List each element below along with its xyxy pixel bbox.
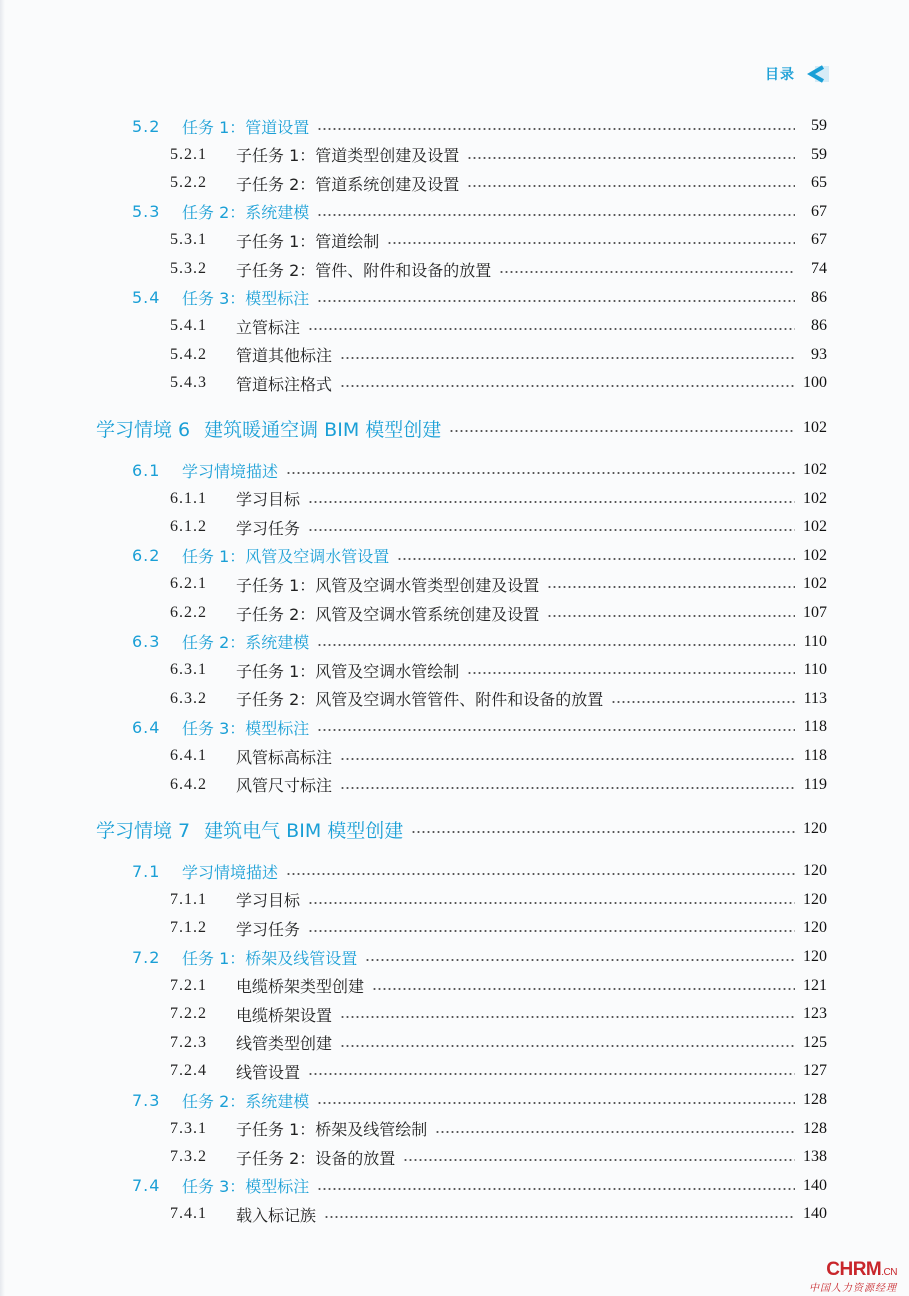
toc-number: 5.4.3 (170, 374, 207, 392)
toc-page-number: 123 (803, 1005, 827, 1023)
toc-page-number: 110 (803, 632, 827, 650)
toc-number: 5.2.1 (170, 145, 207, 163)
toc-subsection-entry[interactable] (0, 485, 827, 513)
toc-number: 6.1 (132, 460, 161, 480)
toc-subsection-entry[interactable] (0, 312, 827, 340)
dot-leader (365, 959, 795, 961)
toc-page-number: 140 (803, 1176, 827, 1194)
dot-leader (435, 1131, 795, 1133)
watermark-logo-text: CHRM (826, 1259, 882, 1280)
dot-leader (286, 472, 795, 474)
toc-label: 学习任务 (236, 919, 301, 939)
toc-label: 子任务 2：管道系统创建及设置 (236, 174, 460, 194)
toc-label: 子任务 1：管道绘制 (236, 231, 380, 251)
dot-leader (397, 558, 795, 560)
toc-number: 6.3.2 (170, 689, 207, 707)
watermark-domain: .CN (881, 1267, 897, 1278)
toc-page-number: 102 (803, 518, 827, 536)
toc-section-entry[interactable] (0, 284, 827, 312)
dot-leader (547, 615, 795, 617)
toc-page-number: 120 (803, 820, 827, 838)
toc-number: 6.2.1 (170, 575, 207, 593)
toc-label: 任务 1：管道设置 (182, 117, 310, 137)
toc-label: 学习目标 (236, 490, 301, 510)
toc-number: 6.3.1 (170, 661, 207, 679)
toc-label: 风管尺寸标注 (236, 776, 333, 796)
toc-subsection-entry[interactable] (0, 513, 827, 541)
dot-leader (340, 385, 795, 387)
toc-number: 5.3.2 (170, 260, 207, 277)
toc-subsection-entry[interactable] (0, 742, 827, 770)
toc-label: 学习情境描述 (182, 862, 279, 882)
toc-page-number: 102 (803, 461, 827, 478)
toc-number: 7.1 (132, 861, 161, 881)
toc-page-number: 118 (803, 747, 827, 764)
dot-leader (411, 831, 795, 833)
toc-label: 任务 2：系统建模 (182, 203, 310, 223)
dot-leader (467, 157, 795, 159)
toc-label: 线管设置 (236, 1062, 301, 1082)
toc-page-number: 93 (811, 345, 827, 363)
toc-label: 建筑暖通空调 BIM 模型创建 (204, 418, 442, 441)
toc-page-number: 113 (803, 689, 827, 707)
toc-number: 6.1.2 (170, 518, 207, 536)
toc-page-number: 59 (811, 117, 827, 134)
dot-leader (317, 300, 795, 302)
toc-label: 任务 3：模型标注 (182, 718, 310, 738)
toc-number: 7.2.3 (170, 1033, 207, 1051)
toc-number: 学习情境 7 (96, 819, 191, 842)
dot-leader (467, 672, 795, 674)
toc-number: 7.2.2 (170, 1005, 207, 1023)
toc-page-number: 125 (803, 1033, 827, 1051)
toc-subsection-entry[interactable] (0, 369, 827, 397)
toc-page-number: 86 (811, 317, 827, 335)
toc-section-entry[interactable] (0, 456, 827, 484)
toc-page-number: 102 (803, 546, 827, 564)
toc-number: 学习情境 6 (96, 418, 191, 441)
dot-leader (403, 1159, 795, 1161)
toc-subsection-entry[interactable] (0, 972, 827, 1000)
toc-label: 子任务 2：管件、附件和设备的放置 (236, 260, 492, 280)
toc-label: 子任务 1：管道类型创建及设置 (236, 146, 460, 166)
toc-page-number: 74 (811, 260, 827, 277)
toc-label: 学习目标 (236, 891, 301, 911)
toc-page-number: 102 (803, 575, 827, 593)
dot-leader (340, 758, 795, 760)
toc-page-number: 120 (803, 890, 827, 908)
toc-subsection-entry[interactable] (0, 255, 827, 283)
toc-section-entry[interactable] (0, 542, 827, 570)
toc-label: 建筑电气 BIM 模型创建 (204, 819, 404, 842)
toc-number: 6.2 (132, 546, 161, 566)
toc-subsection-entry[interactable] (0, 1057, 827, 1085)
toc-page-number: 128 (803, 1091, 827, 1108)
toc-subsection-entry[interactable] (0, 1115, 827, 1143)
toc-page-number: 120 (803, 862, 827, 880)
toc-label: 线管类型创建 (236, 1034, 333, 1054)
toc-subsection-entry[interactable] (0, 1029, 827, 1057)
toc-label: 子任务 1：风管及空调水管绘制 (236, 661, 460, 681)
toc-number: 7.2.1 (170, 976, 207, 994)
toc-number: 6.4.1 (170, 747, 207, 764)
dot-leader (308, 328, 795, 330)
toc-label: 子任务 2：风管及空调水管系统创建及设置 (236, 604, 540, 624)
toc-page-number: 67 (811, 231, 827, 249)
toc-label: 子任务 1：风管及空调水管类型创建及设置 (236, 575, 540, 595)
toc-number: 7.3.1 (170, 1119, 207, 1137)
toc-subsection-entry[interactable] (0, 570, 827, 598)
toc-label: 子任务 1：桥架及线管绘制 (236, 1120, 428, 1140)
toc-subsection-entry[interactable] (0, 656, 827, 684)
toc-number: 5.2 (132, 116, 161, 136)
dot-leader (317, 128, 795, 130)
toc-page-number: 65 (811, 174, 827, 192)
dot-leader (308, 501, 795, 503)
toc-number: 5.4.2 (170, 345, 207, 363)
toc-page-number: 102 (803, 489, 827, 507)
toc-page-number: 59 (811, 145, 827, 163)
dot-leader (308, 902, 795, 904)
toc-section-entry[interactable] (0, 713, 827, 741)
dot-leader (317, 214, 795, 216)
toc-page-number: 119 (803, 775, 827, 793)
toc-subsection-entry[interactable] (0, 1000, 827, 1028)
toc-label: 电缆桥架设置 (236, 1005, 333, 1025)
toc-label: 学习任务 (236, 518, 301, 538)
toc-label: 任务 2：系统建模 (182, 633, 310, 653)
toc-label: 任务 1：风管及空调水管设置 (182, 547, 390, 567)
toc-label: 管道标注格式 (236, 374, 333, 394)
toc-number: 7.4.1 (170, 1205, 207, 1223)
dot-leader (308, 1073, 795, 1075)
toc-number: 7.3 (132, 1090, 161, 1110)
dot-leader (340, 357, 795, 359)
toc-section-entry[interactable] (0, 1086, 827, 1114)
toc-number: 5.4 (132, 288, 161, 308)
toc-number: 7.2.4 (170, 1062, 207, 1080)
toc-subsection-entry[interactable] (0, 341, 827, 369)
dot-leader (611, 701, 795, 703)
toc-page-number: 120 (803, 919, 827, 937)
toc-label: 子任务 2：设备的放置 (236, 1148, 396, 1168)
dot-leader (340, 1016, 795, 1018)
toc-number: 7.1.1 (170, 890, 207, 908)
dot-leader (317, 1102, 795, 1104)
dot-leader (317, 644, 795, 646)
watermark-logo (797, 1259, 897, 1294)
dot-leader (387, 242, 795, 244)
toc-subsection-entry[interactable] (0, 914, 827, 942)
dot-leader (308, 930, 795, 932)
dot-leader (308, 529, 795, 531)
dot-leader (286, 873, 795, 875)
chevron-left-icon (803, 64, 829, 84)
toc-page-number: 128 (803, 1119, 827, 1137)
toc-number: 6.3 (132, 632, 161, 652)
dot-leader (449, 430, 795, 432)
toc-section-entry[interactable] (0, 198, 827, 226)
toc-number: 6.2.2 (170, 604, 207, 621)
toc-page-number: 110 (803, 661, 827, 679)
toc-label: 任务 3：模型标注 (182, 1177, 310, 1197)
toc-number: 6.4 (132, 717, 161, 737)
toc-number: 7.1.2 (170, 919, 207, 937)
dot-leader (547, 586, 795, 588)
toc-number: 5.3.1 (170, 231, 207, 249)
dot-leader (372, 988, 795, 990)
toc-number: 5.3 (132, 202, 161, 222)
toc-number: 5.4.1 (170, 317, 207, 335)
toc-number: 6.4.2 (170, 775, 207, 793)
toc-section-entry[interactable] (0, 1172, 827, 1200)
toc-number: 7.3.2 (170, 1148, 207, 1166)
toc-page-number: 138 (803, 1148, 827, 1166)
toc-label: 管道其他标注 (236, 346, 333, 366)
toc-label: 立管标注 (236, 317, 301, 337)
toc-chapter-entry[interactable] (0, 815, 827, 843)
toc-number: 5.2.2 (170, 174, 207, 192)
toc-section-entry[interactable] (0, 943, 827, 971)
toc-subsection-entry[interactable] (0, 1200, 827, 1228)
toc-page-number: 118 (803, 718, 827, 736)
toc-page-number: 127 (803, 1062, 827, 1080)
toc-section-entry[interactable] (0, 112, 827, 140)
toc-chapter-entry[interactable] (0, 414, 827, 442)
toc-label: 任务 1：桥架及线管设置 (182, 948, 358, 968)
toc-page-number: 121 (803, 976, 827, 994)
toc-subsection-entry[interactable] (0, 169, 827, 197)
dot-leader (467, 185, 795, 187)
toc-section-entry[interactable] (0, 857, 827, 885)
toc-page-number: 120 (803, 948, 827, 965)
toc-label: 子任务 2：风管及空调水管管件、附件和设备的放置 (236, 690, 604, 710)
toc-label: 任务 2：系统建模 (182, 1091, 310, 1111)
toc-page-number: 107 (803, 604, 827, 621)
dot-leader (324, 1216, 795, 1218)
toc-subsection-entry[interactable] (0, 226, 827, 254)
watermark-tagline: 中国人力资源经理 (809, 1283, 897, 1294)
toc-subsection-entry[interactable] (0, 886, 827, 914)
dot-leader (317, 1188, 795, 1190)
toc-page-number: 102 (803, 419, 827, 436)
dot-leader (340, 787, 795, 789)
toc-page-number: 100 (803, 374, 827, 392)
toc-subsection-entry[interactable] (0, 685, 827, 713)
toc-page-number: 86 (811, 288, 827, 306)
toc-subsection-entry[interactable] (0, 771, 827, 799)
toc-number: 7.4 (132, 1176, 161, 1196)
toc-subsection-entry[interactable] (0, 1143, 827, 1171)
toc-subsection-entry[interactable] (0, 599, 827, 627)
dot-leader (340, 1045, 795, 1047)
toc-page-number: 140 (803, 1205, 827, 1223)
toc-number: 7.2 (132, 947, 161, 967)
header-title: 目录 (765, 67, 795, 83)
dot-leader (499, 271, 795, 273)
toc-subsection-entry[interactable] (0, 141, 827, 169)
toc-label: 载入标记族 (236, 1205, 317, 1225)
toc-section-entry[interactable] (0, 628, 827, 656)
toc-header (765, 62, 829, 86)
toc-label: 学习情境描述 (182, 461, 279, 481)
toc-label: 任务 3：模型标注 (182, 289, 310, 309)
toc-page-number: 67 (811, 202, 827, 220)
toc-label: 风管标高标注 (236, 747, 333, 767)
dot-leader (317, 729, 795, 731)
toc-label: 电缆桥架类型创建 (236, 977, 365, 997)
toc-number: 6.1.1 (170, 489, 207, 507)
